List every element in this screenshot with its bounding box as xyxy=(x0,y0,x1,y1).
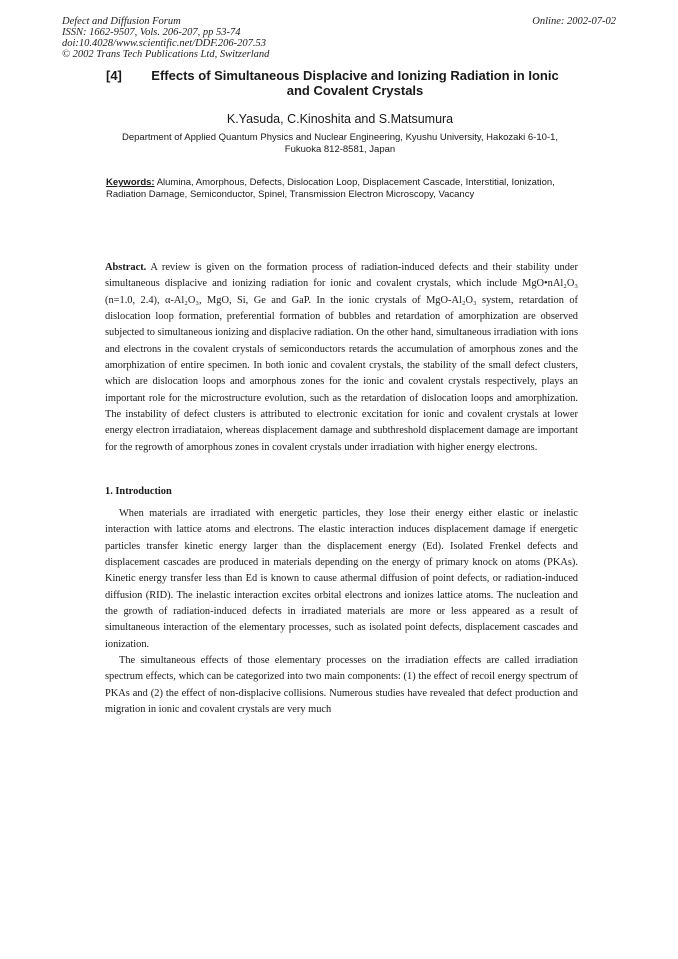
copyright-line: © 2002 Trans Tech Publications Ltd, Switzerland xyxy=(62,49,270,60)
doi-line: doi:10.4028/www.scientific.net/DDF.206-207.53 xyxy=(62,38,267,49)
online-date: Online: 2002-07-02 xyxy=(532,16,616,27)
intro-paragraph-1: When materials are irradiated with energetic particles, they lose their energy either elastic or inelastic interaction with lattice atoms and electrons. The elastic interaction induces displacement damage if energetic particles transfer kinetic energy larger than the displacement energy (Ed). Isolated Frenkel defects and displacement cascades are produced in materials depending on the energy of primary knock on atoms (PKAs). Kinetic energy transfer less than Ed is known to cause athermal diffusion of point defects, or radiation-induced diffusion (RID). The inelastic interaction excites orbital electrons and ionizes lattice atoms. The nucleation and the growth of radiation-induced defects in irradiated materials are more or less appeared as a result of simultaneous interaction of the elementary processes, such as isolated point defects, displacement cascades and ionization. xyxy=(105,508,578,650)
issn-line: ISSN: 1662-9507, Vols. 206-207, pp 53-74 xyxy=(62,27,241,38)
author-list: K.Yasuda, C.Kinoshita and S.Matsumura xyxy=(226,112,454,126)
keywords-block xyxy=(106,177,576,201)
abstract xyxy=(105,260,578,456)
journal-header xyxy=(62,16,269,60)
abstract-text: A review is given on the formation process of radiation-induced defects and their stability under simultaneous displacive and ionizing radiation for ionic and covalent crystals, which include MgO•nAl₂O₃ (n=1.0, 2.4), α-Al₂O₃, MgO, Si, Ge and GaP. In the ionic crystals of MgO-Al₂O₃ system, retardation of dislocation loop formation, preferential formation of bubbles and retardation of amorphization are observed subjected to simultaneous ionizing and displacive radiation. On the other hand, simultaneous irradiation with ions and electrons in the covalent crystals of semiconductors retards the accumulation of amorphous zones and the amorphization of entire specimen. In both ionic and covalent crystals, the stability of the small defect clusters, which are dislocation loops and amorphous zones for the ionic and covalent crystals respectively, plays an important role for the microstructure evolution, such as the retardation of dislocation loops and amorphization. The instability of defect clusters is attributed to electronic excitation for ionic and covalent crystals at lower energy electron irradiataion, whereas displacement damage and subthreshold displacement damage are important for the regrowth of amorphous zones in covalent crystals under irradiation with higher energy electrons. xyxy=(105,262,578,453)
affiliation: Department of Applied Quantum Physics and Nuclear Engineering, Kyushu University, Hakozaki 6-10-1, Fukuoka 812-8581, Japan xyxy=(122,132,558,155)
reference-tag: [4] xyxy=(106,68,122,83)
paper-title: Effects of Simultaneous Displacive and Ionizing Radiation in Ionic and Covalent Crystals xyxy=(151,68,559,98)
intro-paragraph-2: The simultaneous effects of those elementary processes on the irradiation effects are called irradiation spectrum effects, which can be categorized into two main components: (1) the effect of recoil energy spectrum of PKAs and (2) the effect of non-displacive collisions. Numerous studies have revealed that defect production and migration in ionic and covalent crystals are very much xyxy=(105,655,578,716)
journal-name: Defect and Diffusion Forum xyxy=(62,16,181,27)
keywords-label: Keywords: xyxy=(106,177,155,188)
section-heading: 1. Introduction xyxy=(105,486,172,497)
keywords-text: Alumina, Amorphous, Defects, Dislocation Loop, Displacement Cascade, Interstitial, Ionization, Radiation Damage, Semiconductor, Spinel, Transmission Electron Microscopy, Vacancy xyxy=(106,177,555,200)
abstract-label: Abstract. xyxy=(105,262,147,273)
